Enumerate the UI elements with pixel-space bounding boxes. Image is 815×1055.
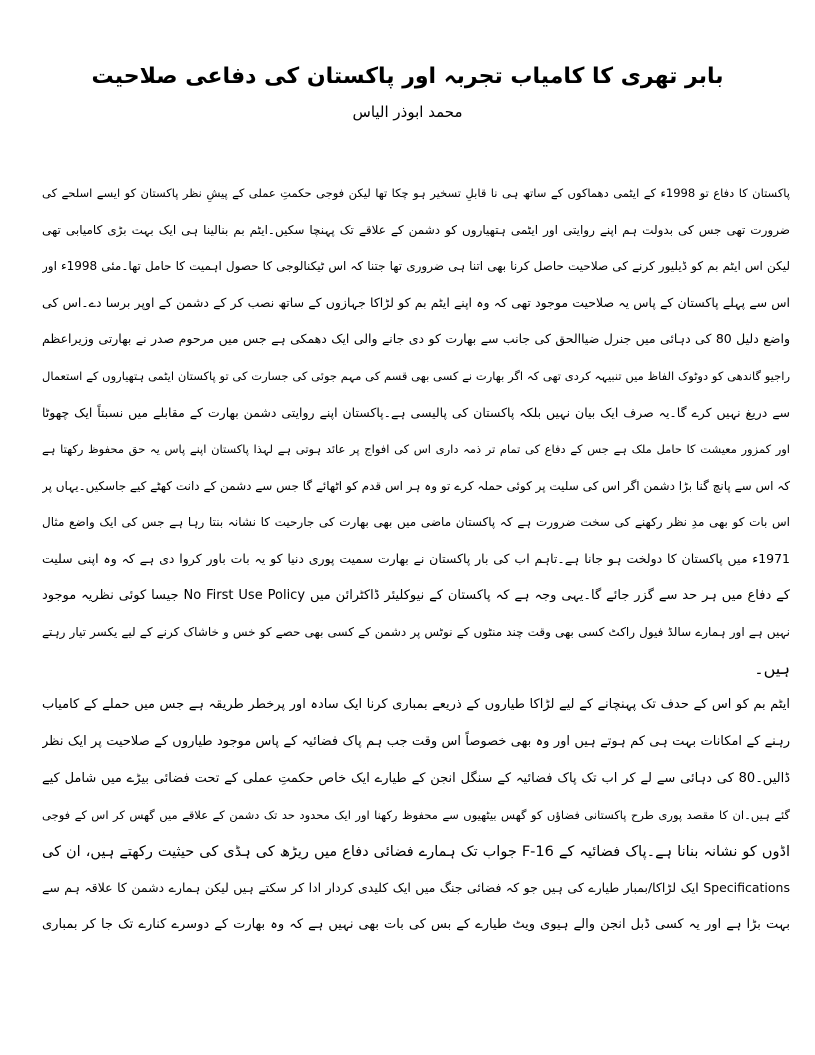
text-line: گئے ہیں۔ان کا مقصد پوری طرح پاکستانی فضاؤں کو گھس بیٹھیوں سے محفوظ رکھنا اور ایک محدود حد تک دشمن کے علاقے میں گھس کر اس کے فوجی — [42, 808, 790, 823]
text-line: بہت بڑا ہے اور یہ کسی ڈبل انجن والے ہیوی ویٹ طیارے کے بس کی بات بھی نہیں ہے کہ وہ بھارت کے دوسرے کنارے تک جا کر بمباری — [42, 916, 790, 932]
text-line: رہنے کے امکانات بہت ہی کم ہوتے ہیں اور وہ بھی خصوصاً اس وقت جب ہم پاک فضائیہ کے پاس موجود طیاروں کے صلاحیت پر ایک نظر — [42, 733, 790, 749]
text-line: ضرورت تھی جس کی بدولت ہم اپنے روایتی اور ایٹمی ہتھیاروں کو دشمن کے علاقے تک پہنچا سکیں۔ایٹم بم بنالینا ہی ایک بہت بڑی کامیابی تھی — [42, 222, 790, 237]
text-line: کے دفاع میں ہر حد سے گزر جائے گا۔یہی وجہ ہے کہ پاکستان کے نیوکلیئر ڈاکٹرائن میں No First Use Policy جیسا کوئی نظریہ موجود — [42, 587, 790, 603]
document-title: بابر تھری کا کامیاب تجربہ اور پاکستان کی دفاعی صلاحیت — [91, 64, 724, 89]
text-line: لیکن اس ایٹم بم کو ڈیلیور کرنے کی صلاحیت حاصل کرنا بھی اتنا ہی ضروری تھا جتنا کہ اس ٹیکنالوجی کا حصول اہمیت کا حامل تھا۔مئی 1998ء اور — [42, 259, 790, 274]
paragraph-2 — [42, 687, 790, 943]
article-body — [42, 175, 790, 943]
text-line: 1971ء میں پاکستان کا دولخت ہو جانا ہے۔تاہم اب کی بار پاکستان نے بھارت سمیت پوری دنیا کو یہ بات باور کروا دی ہے کہ وہ اپنی سلیت — [42, 550, 790, 566]
author-name: محمد ابوذر الیاس — [352, 103, 463, 121]
text-line: ایٹم بم کو اس کے حدف تک پہنچانے کے لیے لڑاکا طیاروں کے ذریعے بمباری کرنا ایک سادہ اور پرخطر طریقہ ہے جس میں حملے کے کامیاب — [42, 697, 790, 713]
text-line: اس سے پہلے پاکستان کے پاس یہ صلاحیت موجود تھی کہ وہ اپنے ایٹم بم کو لڑاکا جہازوں کے ساتھ نصب کر کے دشمن کے اوپر برسا دے۔اس کی — [42, 294, 790, 310]
text-line: اس بات کو بھی مدِ نظر رکھنے کی سخت ضرورت ہے کہ پاکستان ماضی میں بھی بھارت کی جارحیت کا نشانہ بنتا رہا ہے جس کی ایک واضع مثال — [42, 515, 790, 530]
text-line: کہ اس سے پانچ گنا بڑا دشمن اگر اس کی سلیت پر کوئی حملہ کرے تو وہ ہر اس قدم کو اٹھائے گا جس سے دشمن کے دانت کھٹے کیے جاسکیں۔یہاں پر — [42, 478, 790, 493]
paragraph-1 — [42, 175, 790, 687]
text-line: راجیو گاندھی کو دوٹوک الفاظ میں تنبیہہ کردی تھی کہ اگر بھارت نے کسی بھی قسم کی مہم جوئی کی جسارت کی تو پاکستان ایٹمی ہتھیاروں کے استعمال — [42, 368, 790, 383]
text-line: ڈالیں۔80 کی دہائی سے لے کر اب تک پاک فضائیہ کے سنگل انجن کے طیارے ایک خاص حکمتِ عملی کے تحت فضائی بیڑے میں شامل کیے — [42, 770, 790, 786]
text-line: اور کمزور معیشت کا حامل ملک ہے جس کے دفاع کی تمام تر ذمہ داری اس کی افواج پر عائد ہوتی ہے لہذا پاکستان اپنے پاس یہ حق محفوظ رکھتا ہے — [42, 442, 790, 457]
text-line: واضع دلیل 80 کی دہائی میں جنرل ضیاالحق کی جانب سے بھارت کو دی جانے والی ایک دھمکی ہے جس میں مرحوم صدر نے بھارتی وزیراعظم — [42, 331, 790, 347]
text-line: Specifications ایک لڑاکا/بمبار طیارے کی ہیں جو کہ فضائی جنگ میں ایک کلیدی کردار ادا کر سکتے ہیں لیکن ہمارے دشمن کا علاقہ ہم سے — [42, 880, 790, 896]
text-line: سے دریغ نہیں کرے گا۔یہ صرف ایک بیان نہیں بلکہ پاکستان کی پالیسی ہے۔پاکستان اپنے روایتی دشمن بھارت کے مقابلے میں نسبتاً ایک چھوٹا — [42, 404, 790, 420]
text-line: نہیں ہے اور ہمارے سالڈ فیول راکٹ کسی بھی وقت چند منٹوں کے نوٹس پر دشمن کے کسی بھی حصے کو خس و خاشاک کرنے کے لیے یکسر تیار رہتے — [42, 625, 790, 640]
text-line: ہیں۔ — [754, 658, 790, 678]
text-line: اڈوں کو نشانہ بنانا ہے۔پاک فضائیہ کے F-16 جواب تک ہمارے فضائی دفاع میں ریڑھ کی ہڈی کی حیثیت رکھتے ہیں، ان کی — [42, 843, 790, 860]
text-line: پاکستان کا دفاع تو 1998ء کے ایٹمی دھماکوں کے ساتھ ہی نا قابلِ تسخیر ہو چکا تھا لیکن فوجی حکمتِ عملی کے پیشِ نظر پاکستان کو ایسے اسلحے کی — [42, 186, 790, 200]
